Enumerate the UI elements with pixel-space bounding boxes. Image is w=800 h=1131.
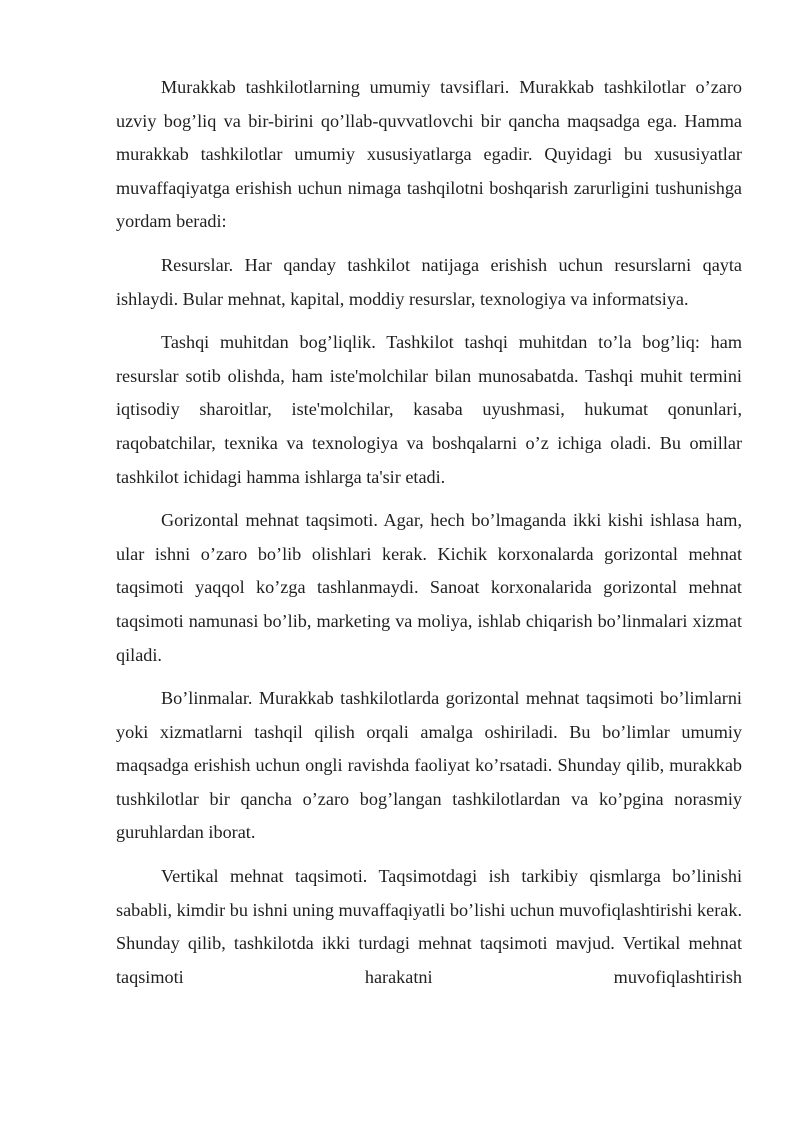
document-page bbox=[116, 71, 742, 994]
paragraph-horizontal-division: Gorizontal mehnat taqsimoti. Agar, hech bo’lmaganda ikki kishi ishlasa ham, ular ishni o’zaro bo’lib olishlari kerak. Kichik korxonalarda gorizontal mehnat taqsimoti yaqqol ko’zga tashlanmaydi. Sanoat korxonalarida gorizontal mehnat taqsimoti namunasi bo’lib, marketing va moliya, ishlab chiqarish bo’linmalari xizmat qiladi. bbox=[116, 510, 742, 665]
paragraph-external-environment: Tashqi muhitdan bog’liqlik. Tashkilot tashqi muhitdan to’la bog’liq: ham resurslar sotib olishda, ham iste'molchilar bilan munosabatda. Tashqi muhit termini iqtisodiy sharoitlar, iste'molchilar, kasaba uyushmasi, hukumat qonunlari, raqobatchilar, texnika va texnologiya va boshqalarni o’z ichiga oladi. Bu omillar tashkilot ichidagi hamma ishlarga ta'sir etadi. bbox=[116, 332, 742, 487]
paragraph-general-features: Murakkab tashkilotlarning umumiy tavsiflari. Murakkab tashkilotlar o’zaro uzviy bog’liq va bir-birini qo’llab-quvvatlovchi bir qancha maqsadga ega. Hamma murakkab tashkilotlar umumiy xususiyatlarga egadir. Quyidagi bu xususiyatlar muvaffaqiyatga erishish uchun nimaga tashqilotni boshqarish zarurligini tushunishga yordam beradi: bbox=[116, 77, 742, 232]
paragraph-resources: Resurslar. Har qanday tashkilot natijaga erishish uchun resurslarni qayta ishlaydi. Bular mehnat, kapital, moddiy resurslar, texnologiya va informatsiya. bbox=[116, 254, 742, 309]
paragraph-vertical-division: Vertikal mehnat taqsimoti. Taqsimotdagi ish tarkibiy qismlarga bo’linishi sababli, kimdir bu ishni uning muvaffaqiyatli bo’lishi uchun muvofiqlashtirishi kerak. Shunday qilib, tashkilotda ikki turdagi mehnat taqsimoti mavjud. Vertikal mehnat taqsimoti harakatni muvofiqlashtirish bbox=[116, 866, 742, 987]
paragraph-departments: Bo’linmalar. Murakkab tashkilotlarda gorizontal mehnat taqsimoti bo’limlarni yoki xizmatlarni tashqil qilish orqali amalga oshiriladi. Bu bo’limlar umumiy maqsadga erishish uchun ongli ravishda faoliyat ko’rsatadi. Shunday qilib, murakkab tushkilotlar bir qancha o’zaro bog’langan tashkilotlardan va ko’pgina norasmiy guruhlardan iborat. bbox=[116, 688, 742, 843]
